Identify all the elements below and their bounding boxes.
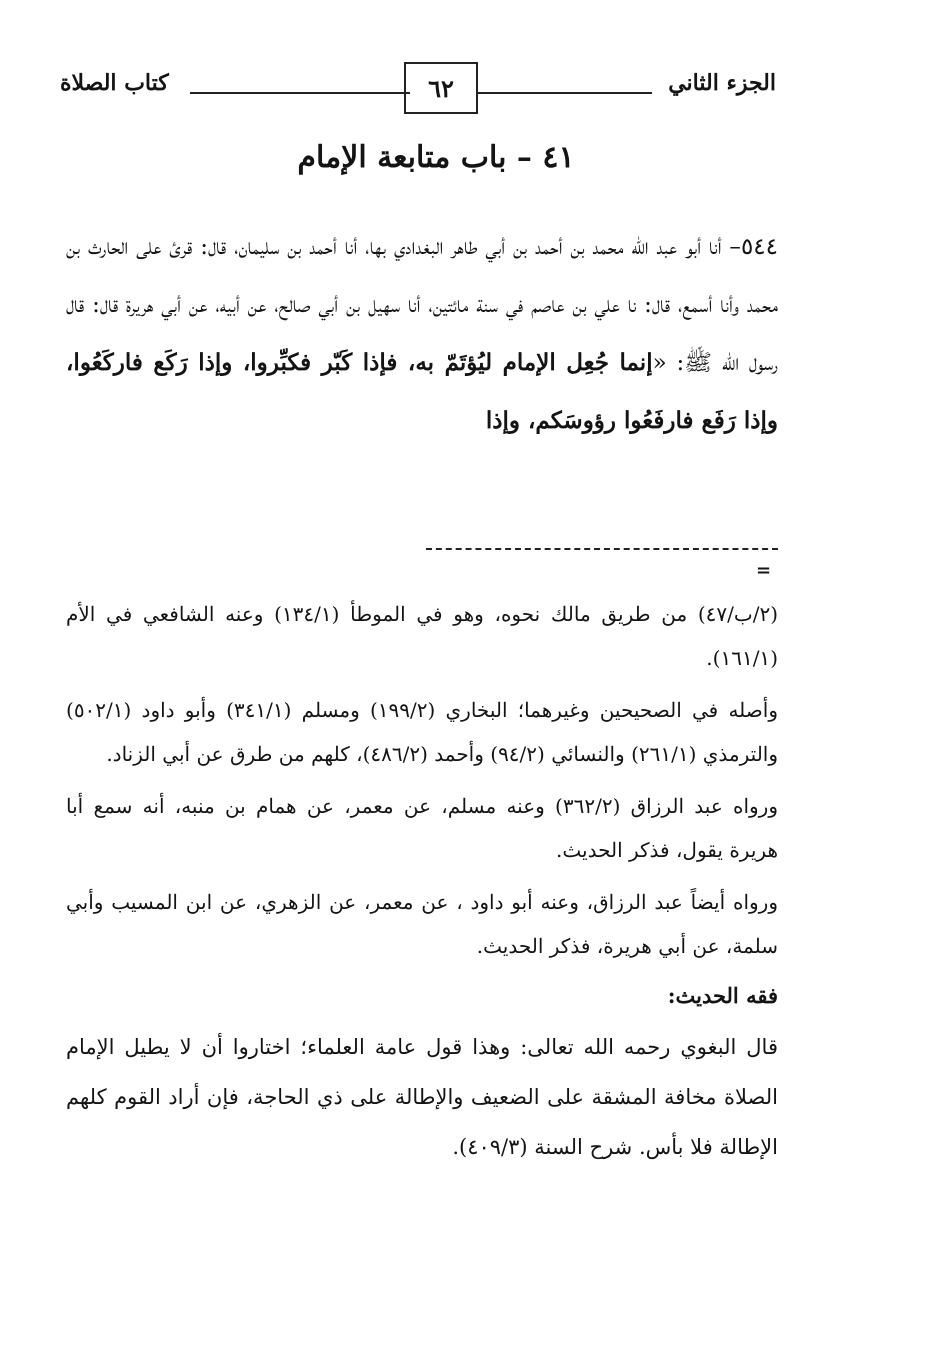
footnote-paragraph: وأصله في الصحيحين وغيرهما؛ البخاري (١٩٩/٢) ومسلم (٣٤١/١) وأبو داود (٥٠٢/١) والترمذي (٢٦١/١) والنسائي (٩٤/٢) وأحمد (٤٨٦/٢)، كلهم من طرق عن أبي الزناد. <box>66 698 778 766</box>
fiqh-heading: فقه الحديث: <box>667 983 778 1008</box>
footnotes <box>66 592 778 1172</box>
header-rule-left <box>190 92 410 94</box>
header-rule-right <box>476 92 652 94</box>
part-label: الجزء الثاني <box>668 70 776 96</box>
book-label: كتاب الصلاة <box>60 70 169 96</box>
main-text <box>66 218 778 450</box>
footnote-paragraph: ورواه أيضاً عبد الرزاق، وعنه أبو داود ، عن معمر، عن الزهري، عن ابن المسيب وأبي سلمة، عن أبي هريرة، فذكر الحديث. <box>66 890 778 958</box>
footnote-separator <box>426 548 778 550</box>
footnote-paragraph: ورواه عبد الرزاق (٣٦٢/٢) وعنه مسلم، عن معمر، عن همام بن منبه، أنه سمع أبا هريرة يقول، فذكر الحديث. <box>66 794 778 862</box>
page-header <box>60 62 776 118</box>
fiqh-text: قال البغوي رحمه الله تعالى: وهذا قول عامة العلماء؛ اختاروا أن لا يطيل الإمام الصلاة مخافة المشقة على الضعيف والإطالة على ذي الحاجة، فإن أراد القوم كلهم الإطالة فلا بأس. شرح السنة (٤٠٩/٣). <box>66 1035 778 1159</box>
hadith-quote: إنما جُعِل الإمام ليُؤتَمّ به، فإذا كَبّر فكبِّروا، وإذا رَكَع فاركَعُوا، وإذا رَفَع فارفَعُوا رؤوسَكم، وإذا <box>66 349 778 434</box>
page-number: ٦٢ <box>428 73 454 103</box>
footnote-paragraph: (٢/ب/٤٧) من طريق مالك نحوه، وهو في الموطأ (١٣٤/١) وعنه الشافعي في الأم (١٦١/١). <box>66 602 778 670</box>
hadith-paragraph <box>66 218 778 450</box>
continuation-mark: = <box>756 560 772 581</box>
chapter-title: ٤١ – باب متابعة الإمام <box>297 140 575 175</box>
page-number-box <box>404 62 478 114</box>
narration-chain: ٥٤٤– أنا أبو عبد الله محمد بن أحمد بن أبي طاهر البغدادي بها، أنا أحمد بن سليمان، قال: قرئ على الحارث بن محمد وأنا أسمع، قال: نا علي بن عاصم في سنة مائتين، أنا سهيل بن أبي صالح، عن أبيه، عن أبي هريرة قال: قال رسول الله ﷺ: « <box>66 234 778 376</box>
